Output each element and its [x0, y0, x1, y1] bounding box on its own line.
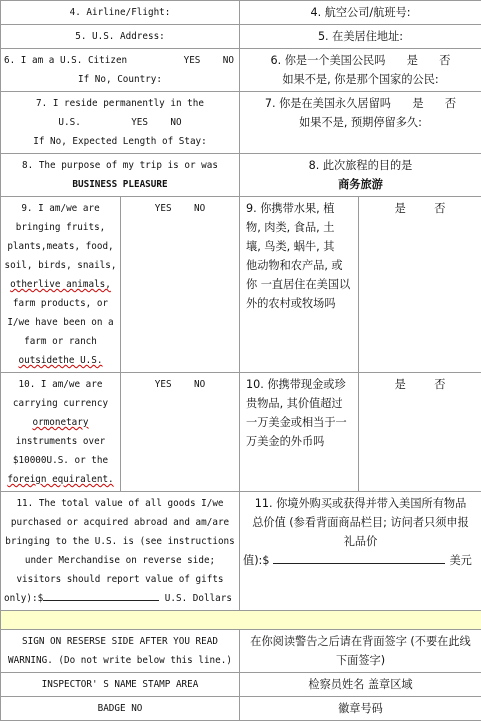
agri-line-9: outsidethe U.S. [4, 351, 117, 370]
residency-us-text: U.S. [58, 117, 80, 128]
currency-line-2: carrying currency [4, 394, 117, 413]
agri-no-option[interactable]: NO [194, 203, 205, 214]
row-us-address [1, 25, 481, 49]
residency-no-option-zh[interactable]: 否 [445, 97, 456, 110]
goods-zh-value-label: 值):$ [243, 554, 269, 567]
goods-zh-line-2: 总价值 (参看背面商品栏目; 访问者只须申报 [243, 513, 478, 532]
sign-line-1: SIGN ON RESERSE SIDE AFTER YOU READ [4, 632, 236, 651]
highlight-bar [1, 611, 481, 630]
badge-field-en[interactable] [1, 697, 240, 721]
row-banner [1, 611, 481, 630]
goods-zh-currency-label: 美元 [449, 554, 471, 567]
airline-label-zh: 4. 航空公司/航班号: [310, 6, 410, 19]
goods-zh-line-3: 礼品价 [243, 532, 478, 551]
currency-zh-line-4: 万美金的外币吗 [246, 432, 355, 451]
row-agricultural-items [1, 197, 481, 373]
purpose-options-en[interactable]: BUSINESS PLEASURE [4, 175, 236, 194]
row-trip-purpose [1, 154, 481, 197]
citizen-yes-option-zh[interactable]: 是 [407, 54, 418, 67]
currency-yesno-zh [359, 373, 481, 492]
residency-field-en [1, 92, 240, 154]
currency-line-3: ormonetary [4, 413, 117, 432]
agri-question-zh [240, 197, 359, 373]
us-address-field-zh[interactable] [240, 25, 481, 49]
agri-yesno-zh [359, 197, 481, 373]
goods-value-input[interactable] [43, 589, 159, 601]
agri-zh-line-4: 他动物和农产品, 或 [246, 256, 355, 275]
purpose-question-zh: 8. 此次旅程的目的是 [243, 156, 478, 175]
residency-question-en: 7. I reside permanently in the [4, 94, 236, 113]
goods-line-4: under Merchandise on reverse side; [4, 551, 236, 570]
agri-line-7: I/we have been on a [4, 313, 117, 332]
agri-question-en [1, 197, 121, 373]
agri-line-8: farm or ranch [4, 332, 117, 351]
goods-value-en [1, 492, 240, 611]
agri-zh-line-3: 壤, 鸟类, 蜗牛, 其 [246, 237, 355, 256]
sign-line-2: WARNING. (Do not write below this line.) [4, 651, 236, 670]
goods-currency-label: U.S. Dollars [165, 593, 232, 604]
row-residency [1, 92, 481, 154]
inspector-field-zh[interactable] [240, 673, 481, 697]
agri-line-4: soil, birds, snails, [4, 256, 117, 275]
currency-no-option[interactable]: NO [194, 379, 205, 390]
row-airline [1, 1, 481, 25]
currency-zh-line-3: 一万美金或相当于一 [246, 413, 355, 432]
airline-field-zh[interactable] [240, 1, 481, 25]
sign-notice-zh [240, 630, 481, 673]
currency-yes-option[interactable]: YES [155, 379, 172, 390]
residency-question-zh: 7. 你是在美国永久居留吗 [265, 97, 391, 110]
purpose-question-en: 8. The purpose of my trip is or was [4, 156, 236, 175]
goods-line-2: purchased or acquired abroad and am/are [4, 513, 236, 532]
us-address-label-en: 5. U.S. Address: [75, 31, 165, 42]
agri-line-6: farm products, or [4, 294, 117, 313]
row-currency [1, 373, 481, 492]
agri-no-option-zh[interactable]: 否 [434, 202, 445, 215]
row-badge [1, 697, 481, 721]
agri-line-3: plants,meats, food, [4, 237, 117, 256]
citizen-field-zh [240, 49, 481, 92]
residency-field-zh [240, 92, 481, 154]
purpose-field-en [1, 154, 240, 197]
citizen-country-prompt-zh[interactable]: 如果不是, 你是那个国家的公民: [243, 70, 478, 89]
row-goods-value [1, 492, 481, 611]
currency-yes-option-zh[interactable]: 是 [395, 378, 406, 391]
badge-label-en: BADGE NO [98, 703, 143, 714]
badge-label-zh: 徽章号码 [338, 702, 383, 715]
currency-line-4: instruments over [4, 432, 117, 451]
agri-line-5: otherlive animals, [4, 275, 117, 294]
purpose-options-zh[interactable]: 商务旅游 [243, 175, 478, 194]
currency-question-zh [240, 373, 359, 492]
citizen-country-prompt-en[interactable]: If No, Country: [4, 70, 236, 89]
residency-no-option[interactable]: NO [170, 117, 181, 128]
row-inspector [1, 673, 481, 697]
citizen-no-option[interactable]: NO [223, 55, 234, 66]
goods-line-5: visitors should report value of gifts [4, 570, 236, 589]
sign-zh-line-2: 下面签字) [243, 651, 478, 670]
agri-zh-line-2: 物, 肉类, 食品, 土 [246, 218, 355, 237]
us-address-field-en[interactable] [1, 25, 240, 49]
currency-line-1: 10. I am/we are [4, 375, 117, 394]
sign-zh-line-1: 在你阅读警告之后请在背面签字 (不要在此线 [243, 632, 478, 651]
inspector-label-en: INSPECTOR' S NAME STAMP AREA [42, 679, 199, 690]
residency-yes-option-zh[interactable]: 是 [412, 97, 423, 110]
goods-zh-line-1: 11. 你境外购买或获得并带入美国所有物品 [243, 494, 478, 513]
currency-line-5: $10000U.S. or the [4, 451, 117, 470]
goods-value-zh [240, 492, 481, 611]
purpose-field-zh [240, 154, 481, 197]
currency-zh-line-2: 贵物品, 其价值超过 [246, 394, 355, 413]
residency-stay-prompt-en[interactable]: If No, Expected Length of Stay: [4, 132, 236, 151]
currency-zh-line-1: 10. 你携带现金或珍 [246, 375, 355, 394]
goods-line-1: 11. The total value of all goods I/we [4, 494, 236, 513]
currency-line-6: foreign equiralent. [4, 470, 117, 489]
citizen-question-en: 6. I am a U.S. Citizen [4, 51, 127, 70]
agri-yesno-en [121, 197, 240, 373]
goods-only-label: only):$ [4, 593, 43, 604]
residency-stay-prompt-zh[interactable]: 如果不是, 预期停留多久: [243, 113, 478, 132]
row-citizen [1, 49, 481, 92]
agri-zh-line-5: 你 一直居住在美国以 [246, 275, 355, 294]
citizen-yes-option[interactable]: YES [184, 55, 201, 66]
inspector-field-en[interactable] [1, 673, 240, 697]
agri-yes-option[interactable]: YES [155, 203, 172, 214]
residency-yes-option[interactable]: YES [131, 117, 148, 128]
agri-line-1: 9. I am/we are [4, 199, 117, 218]
goods-value-input-zh[interactable] [273, 552, 445, 564]
inspector-label-zh: 检察员姓名 盖章区域 [308, 678, 412, 691]
agri-line-2: bringing fruits, [4, 218, 117, 237]
citizen-question-zh: 6. 你是一个美国公民吗 [270, 54, 385, 67]
airline-field-en[interactable] [1, 1, 240, 25]
citizen-field-en [1, 49, 240, 92]
us-address-label-zh: 5. 在美居住地址: [318, 30, 403, 43]
currency-question-en [1, 373, 121, 492]
citizen-no-option-zh[interactable]: 否 [439, 54, 450, 67]
agri-zh-line-1: 9. 你携带水果, 植 [246, 199, 355, 218]
sign-notice-en [1, 630, 240, 673]
badge-field-zh[interactable] [240, 697, 481, 721]
airline-label-en: 4. Airline/Flight: [70, 7, 171, 18]
agri-yes-option-zh[interactable]: 是 [395, 202, 406, 215]
currency-yesno-en [121, 373, 240, 492]
row-sign [1, 630, 481, 673]
currency-no-option-zh[interactable]: 否 [434, 378, 445, 391]
goods-line-3: bringing to the U.S. is (see instructions [4, 532, 236, 551]
agri-zh-line-6: 外的农村或牧场吗 [246, 294, 355, 313]
